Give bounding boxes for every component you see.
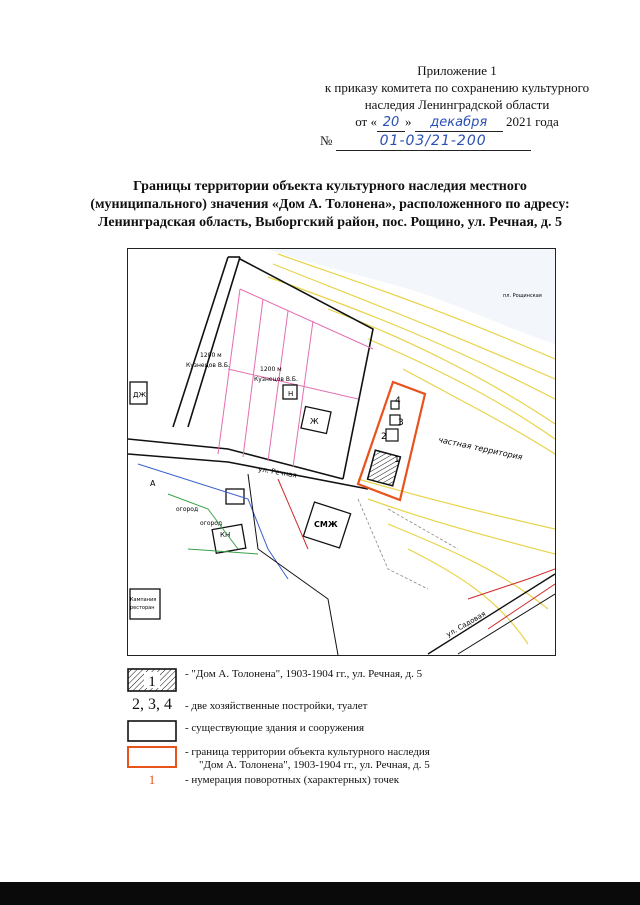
- label-kn: КН: [220, 531, 231, 539]
- hatched-building-icon: [127, 668, 177, 692]
- legend-text-4b: "Дом А. Толонена", 1903-1904 гг., ул. Речная, д. 5: [199, 759, 430, 771]
- legend-text-2: - две хозяйственные постройки, туалет: [185, 700, 368, 712]
- legend-text-5: - нумерация поворотных (характерных) точек: [185, 774, 400, 786]
- date-mid: »: [404, 114, 412, 129]
- title-line2: (муниципального) значения «Дом А. Толонена», расположенного по адресу:: [90, 197, 570, 212]
- legend-text-3: - существующие здания и сооружения: [185, 722, 365, 734]
- label-river: пл. Рощинская: [503, 293, 542, 299]
- label-area2: 1200 м: [260, 366, 282, 373]
- label-garden1: огород: [176, 506, 199, 513]
- title-line3: Ленинградская область, Выборгский район, пос. Рощино, ул. Речная, д. 5: [98, 215, 562, 230]
- label-a: А: [150, 479, 156, 488]
- label-leftbox2: ресторан: [130, 605, 155, 611]
- plot-boundaries: [128, 257, 373, 489]
- label-sadovaya: ул. Садовая: [445, 609, 488, 639]
- legend-sym-2: 2, 3, 4: [132, 696, 172, 713]
- scan-bottom-edge: [0, 882, 640, 905]
- num-prefix: №: [320, 133, 333, 148]
- building-2: [386, 429, 398, 441]
- label-private-territory: частная территория: [437, 435, 524, 462]
- label-building-4: 4: [395, 396, 401, 406]
- cadastral-map: [127, 248, 556, 656]
- label-owner1: Кузнецов В.Б.: [186, 362, 230, 369]
- boundary-icon: [127, 746, 177, 768]
- legend-sym-1: 1: [148, 674, 156, 690]
- date-prefix: от «: [355, 114, 377, 129]
- appendix-title: Приложение 1: [417, 63, 497, 78]
- utility-lines: [138, 464, 555, 655]
- date-month: декабря: [415, 114, 503, 132]
- title-line1: Границы территории объекта культурного наследия местного: [133, 179, 527, 194]
- label-building-3: 3: [398, 418, 404, 428]
- legend-sym-5: 1: [148, 772, 156, 787]
- document-title: [60, 178, 600, 232]
- label-garden2: огород: [200, 520, 223, 527]
- label-leftbox1: Кампания: [130, 597, 157, 603]
- appendix-line2: наследия Ленинградской области: [364, 97, 550, 112]
- label-rechnaya: ул. Речная: [257, 465, 298, 480]
- legend-text-4a: - граница территории объекта культурного наследия: [185, 746, 430, 758]
- date-day: 20: [377, 114, 405, 132]
- appendix-number: [292, 132, 622, 151]
- label-building-2: 2: [381, 432, 387, 442]
- label-area1: 1200 м: [200, 352, 222, 359]
- num-value: 01-03/21-200: [336, 133, 531, 151]
- label-owner2: Кузнецов В.Б.: [254, 376, 298, 383]
- date-year: 2021 года: [505, 114, 559, 129]
- appendix-line1: к приказу комитета по сохранению культурного: [324, 80, 590, 95]
- existing-building-icon: [127, 720, 177, 742]
- appendix-header: [292, 62, 622, 151]
- label-zh: Ж: [310, 417, 319, 426]
- label-n: Н: [288, 390, 294, 398]
- appendix-date: [292, 113, 622, 132]
- map-svg: [128, 249, 555, 655]
- legend: [127, 668, 557, 798]
- label-building-1: 1: [394, 455, 400, 465]
- label-smzh: СМЖ: [314, 520, 338, 529]
- label-zhd: ДЖ: [133, 391, 147, 399]
- legend-text-1: - "Дом А. Толонена", 1903-1904 гг., ул. Речная, д. 5: [185, 668, 423, 680]
